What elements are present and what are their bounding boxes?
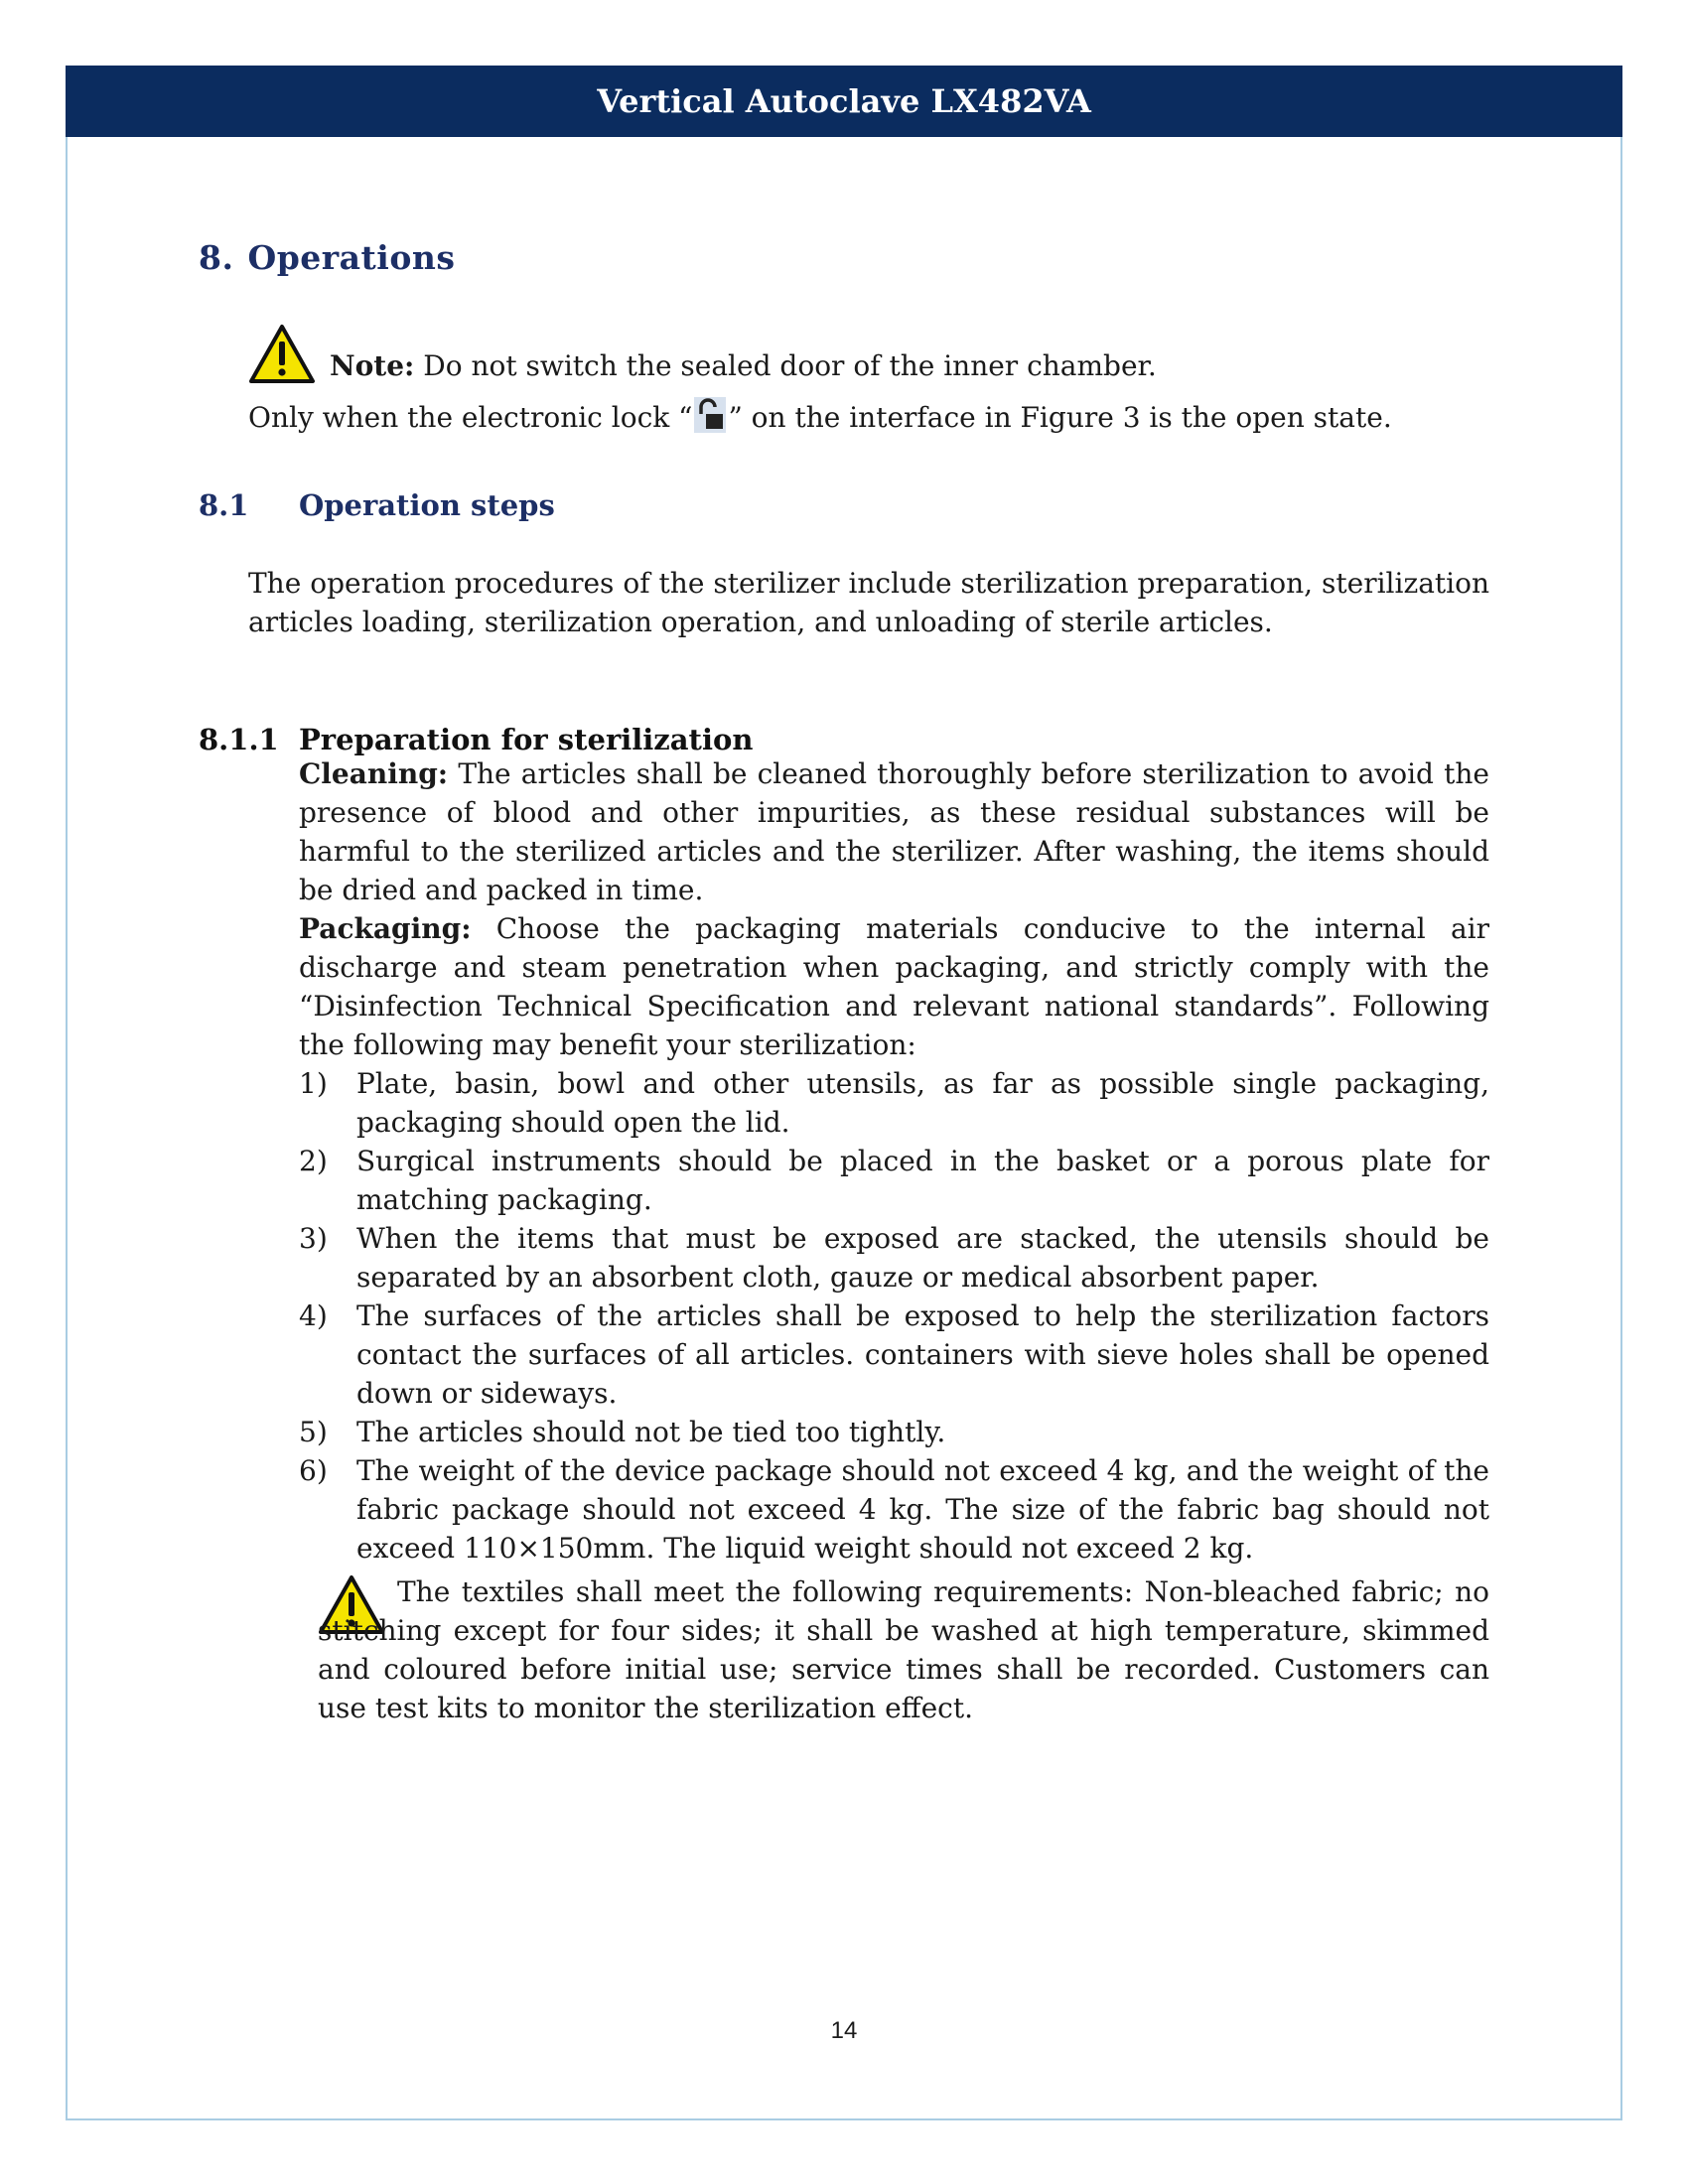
list-item-number: 4) bbox=[299, 1299, 328, 1332]
packaging-text: Choose the packaging materials conducive to the internal air discharge and steam penetration when packaging, and strictly comply with the “Disinfection Technical Specification and relevant national standards”. Following the following may benefit your sterilization: bbox=[299, 912, 1489, 1061]
list-item-text: The weight of the device package should not exceed 4 kg, and the weight of the fabric package should not exceed 4 kg. The size of the fabric bag should not exceed 110×150mm. The liquid weight should not exceed 2 kg. bbox=[356, 1454, 1489, 1565]
header-title: Vertical Autoclave LX482VA bbox=[66, 66, 1622, 137]
warning-triangle-icon bbox=[248, 324, 316, 385]
list-item bbox=[299, 1413, 1489, 1451]
note-text: Do not switch the sealed door of the inner chamber. bbox=[414, 349, 1157, 382]
subsection-title: Operation steps bbox=[299, 488, 555, 522]
cleaning-text: The articles shall be cleaned thoroughly before sterilization to avoid the presence of blood and other impurities, as these residual substances will be harmful to the sterilized articles and the sterilizer. After washing, the items should be dried and packed in time. bbox=[299, 757, 1489, 906]
list-item-text: Plate, basin, bowl and other utensils, as far as possible single packaging, packaging should open the lid. bbox=[356, 1067, 1489, 1139]
list-item-text: When the items that must be exposed are stacked, the utensils should be separated by an absorbent cloth, gauze or medical absorbent paper. bbox=[356, 1222, 1489, 1294]
cleaning-paragraph bbox=[299, 754, 1489, 909]
list-item-number: 5) bbox=[299, 1416, 328, 1448]
packaging-list bbox=[299, 1064, 1489, 1568]
subsection-heading bbox=[199, 488, 555, 522]
list-item-number: 2) bbox=[299, 1145, 328, 1177]
textile-note-paragraph bbox=[318, 1572, 1489, 1727]
list-item-text: Surgical instruments should be placed in the basket or a porous plate for matching packaging. bbox=[356, 1145, 1489, 1216]
note-line-2 bbox=[248, 397, 1392, 434]
section-number: 8. bbox=[199, 238, 234, 277]
list-item bbox=[299, 1219, 1489, 1297]
note-label: Note: bbox=[330, 349, 415, 382]
list-item-text: The surfaces of the articles shall be exposed to help the sterilization factors contact the surfaces of all articles. containers with sieve holes shall be opened down or sideways. bbox=[356, 1299, 1489, 1410]
list-item-text: The articles should not be tied too tightly. bbox=[356, 1416, 946, 1448]
subsubsection-number: 8.1.1 bbox=[199, 723, 279, 756]
cleaning-label: Cleaning: bbox=[299, 757, 449, 790]
intro-paragraph: The operation procedures of the sterilizer include sterilization preparation, sterilization articles loading, sterilization operation, and unloading of sterile articles. bbox=[248, 567, 1489, 638]
list-item-number: 1) bbox=[299, 1067, 328, 1100]
padlock-open-icon bbox=[694, 397, 726, 433]
subsubsection-title: Preparation for sterilization bbox=[299, 723, 754, 756]
packaging-label: Packaging: bbox=[299, 912, 472, 945]
textile-note-text: The textiles shall meet the following requirements: Non-bleached fabric; no stitching except for four sides; it shall be washed at high temperature, skimmed and coloured before initial use; service times shall be recorded. Customers can use test kits to monitor the sterilization effect. bbox=[318, 1575, 1489, 1724]
list-item-number: 3) bbox=[299, 1222, 328, 1255]
list-item bbox=[299, 1297, 1489, 1413]
list-item bbox=[299, 1064, 1489, 1142]
list-item bbox=[299, 1142, 1489, 1219]
note-line2-before: Only when the electronic lock “ bbox=[248, 401, 693, 434]
section-heading bbox=[199, 238, 455, 277]
section-title: Operations bbox=[247, 238, 456, 277]
packaging-paragraph bbox=[299, 909, 1489, 1064]
subsection-number: 8.1 bbox=[199, 488, 249, 522]
list-item-number: 6) bbox=[299, 1454, 328, 1487]
page-number: 14 bbox=[830, 2017, 858, 2044]
note-line bbox=[330, 349, 1157, 382]
note-line2-after: ” on the interface in Figure 3 is the open state. bbox=[728, 401, 1392, 434]
list-item bbox=[299, 1451, 1489, 1568]
subsubsection-heading bbox=[199, 723, 753, 756]
